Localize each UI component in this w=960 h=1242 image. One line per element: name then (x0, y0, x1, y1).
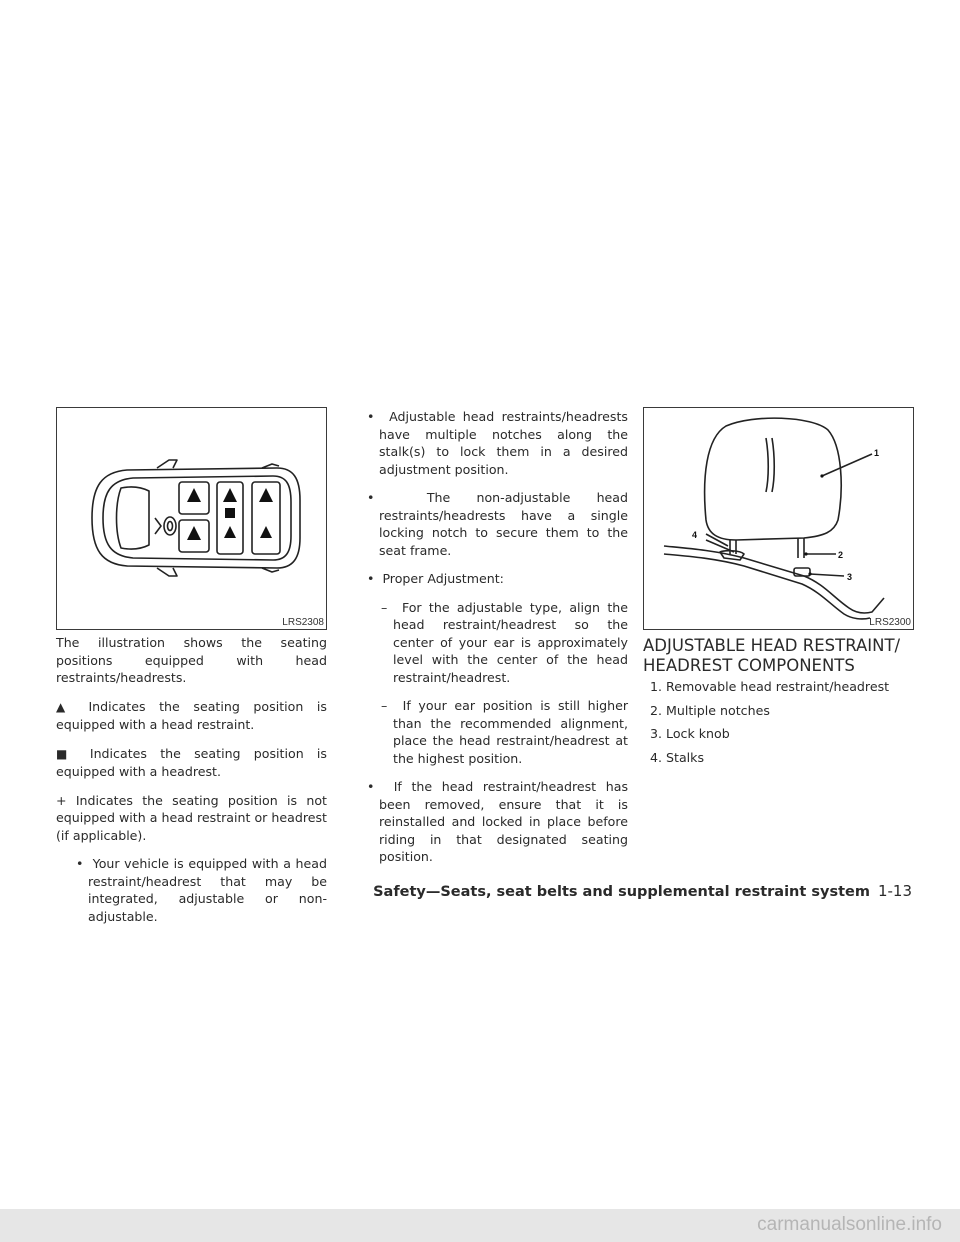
figure-code: LRS2308 (282, 617, 324, 628)
bullet-vehicle-text: Your vehicle is equipped with a head restraint/headrest that may be integrated, adjustable or non-adjustable. (88, 856, 327, 924)
figure-code: LRS2300 (869, 617, 911, 628)
callout-1: 1 (874, 448, 880, 458)
footer-section-title: Safety—Seats, seat belts and supplemental restraint system (373, 884, 870, 900)
square-legend-text: Indicates the seating position is equipped with a headrest. (56, 745, 327, 779)
middle-column (357, 408, 628, 877)
list-item: 2. Multiple notches (650, 702, 770, 718)
section-heading: ADJUSTABLE HEAD RESTRAINT/ HEADREST COMPONENTS (643, 636, 901, 675)
components-list (650, 679, 914, 773)
intro-paragraph: The illustration shows the seating positions equipped with head restraints/headrests. (56, 635, 327, 685)
watermark-bar (0, 1209, 960, 1242)
bullet-adjustable-text: Adjustable head restraints/headrests have multiple notches along the stalk(s) to lock them in a desired adjustment position. (379, 409, 628, 477)
watermark-text: carmanualsonline.info (757, 1214, 942, 1235)
list-item: 4. Stalks (650, 749, 705, 765)
dash-higher-text: If your ear position is still higher than the recommended alignment, place the head restraint/headrest at the highest position. (393, 698, 629, 766)
page-number: 1-13 (877, 882, 912, 900)
bullet-non-adjustable: • The non-adjustable head restraints/headrests have a single locking notch to secure them to the seat frame. (367, 490, 629, 558)
triangle-legend-text: Indicates the seating position is equipped with a head restraint. (56, 698, 327, 732)
dash-align-text: For the adjustable type, align the head restraint/headrest so the center of your ear is approximately level with the center of the head restraint/headrest. (393, 599, 628, 685)
dash-higher: – If your ear position is still higher than the recommended alignment, place the head restraint/headrest at the highest position. (381, 698, 629, 766)
plus-legend: + Indicates the seating position is not equipped with a head restraint or headrest (if applicable). (56, 792, 327, 843)
list-item: 1. Removable head restraint/headrest (650, 679, 890, 694)
bullet-proper-adjustment: • Proper Adjustment: (367, 571, 504, 586)
headrest-illustration (644, 408, 913, 629)
list-item: 3. Lock knob (650, 726, 730, 741)
bullet-adjustable: • Adjustable head restraints/headrests have multiple notches along the stalk(s) to lock them in a desired adjustment position. (367, 409, 628, 477)
triangle-legend (56, 698, 327, 734)
bullet-vehicle-equipped: • Your vehicle is equipped with a head restraint/headrest that may be integrated, adjustable or non-adjustable. (76, 856, 327, 924)
square-icon: ■ (56, 746, 77, 761)
bullet-proper-adjustment-text: Proper Adjustment: (382, 571, 504, 586)
square-legend (56, 745, 327, 781)
callout-4: 4 (692, 530, 698, 540)
triangle-icon: ▲ (56, 699, 75, 714)
page-footer (0, 881, 912, 900)
callout-2: 2 (838, 550, 844, 560)
vehicle-top-view-illustration (57, 408, 326, 629)
headrest-components-figure (643, 407, 914, 630)
dash-align: – For the adjustable type, align the head restraint/headrest so the center of your ear is approximately level with the center of the head restraint/headrest. (381, 599, 628, 685)
seating-positions-figure (56, 407, 327, 630)
bullet-removed: • If the head restraint/headrest has been removed, ensure that it is reinstalled and locked in place before riding in that designated seating position. (367, 779, 629, 864)
bullet-removed-text: If the head restraint/headrest has been removed, ensure that it is reinstalled and locked in place before riding in that designated seating position. (379, 779, 629, 864)
bullet-non-adjustable-text: The non-adjustable head restraints/headrests have a single locking notch to secure them to the seat frame. (379, 490, 629, 558)
callout-3: 3 (847, 572, 853, 582)
